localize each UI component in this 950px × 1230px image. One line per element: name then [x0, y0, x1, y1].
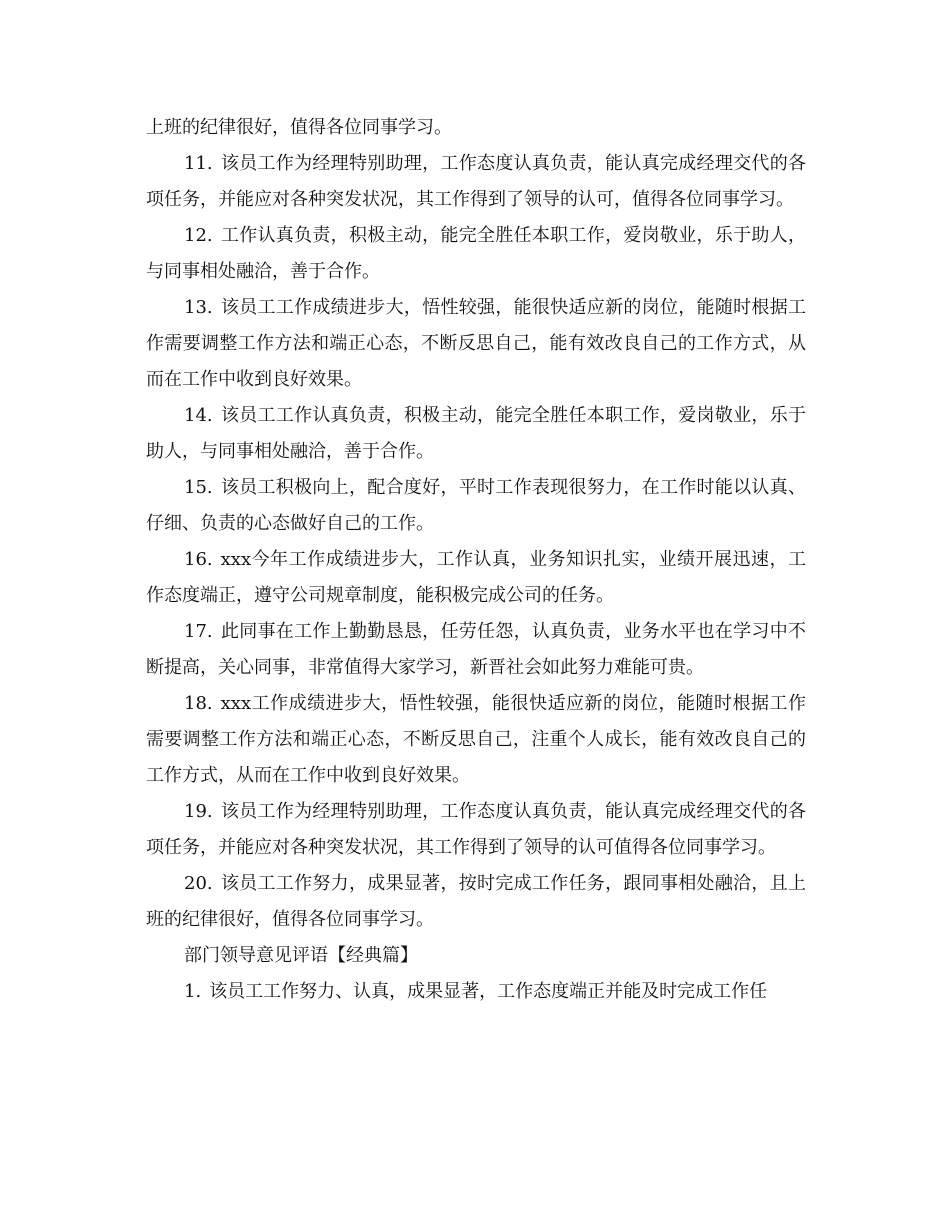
paragraph-text: 该员工工作成绩进步大，悟性较强，能很快适应新的岗位，能随时根据工作需要调整工作方法和端正心态，不断反思自己，能有效改良自己的工作方式，从而在工作中收到良好效果。 — [146, 297, 806, 390]
paragraph-text: 该员工作为经理特别助理，工作态度认真负责，能认真完成经理交代的各项任务，并能应对各种突发状况，其工作得到了领导的认可，值得各位同事学习。 — [146, 153, 806, 210]
paragraph-item-18 — [146, 686, 806, 794]
paragraph-text: 该员工积极向上，配合度好，平时工作表现很努力，在工作时能以认真、仔细、负责的心态做好自己的工作。 — [146, 477, 806, 534]
paragraph-item-17 — [146, 614, 806, 686]
paragraph-item-14 — [146, 398, 806, 470]
paragraph-text: xxx今年工作成绩进步大，工作认真，业务知识扎实，业绩开展迅速，工作态度端正，遵守公司规章制度，能积极完成公司的任务。 — [146, 549, 806, 606]
item-number: 11. — [184, 153, 213, 174]
section-heading — [146, 938, 806, 974]
paragraph-item-15 — [146, 470, 806, 542]
paragraph-text: 该员工工作努力、认真，成果显著，工作态度端正并能及时完成工作任 — [209, 981, 768, 1002]
paragraph-item-12 — [146, 218, 806, 290]
item-number: 14. — [184, 405, 213, 426]
paragraph-text: 该员工工作认真负责，积极主动，能完全胜任本职工作，爱岗敬业，乐于助人，与同事相处融洽，善于合作。 — [146, 405, 806, 462]
item-number: 20. — [184, 873, 213, 894]
paragraph-item-11 — [146, 146, 806, 218]
item-number: 18. — [184, 693, 213, 714]
paragraph-item-1 — [146, 974, 806, 1010]
item-number: 16. — [184, 549, 213, 570]
paragraph-item-19 — [146, 794, 806, 866]
item-number: 15. — [184, 477, 213, 498]
item-number: 12. — [184, 225, 213, 246]
item-number: 1. — [184, 981, 202, 1002]
paragraph-continuation — [146, 110, 806, 146]
paragraph-item-13 — [146, 290, 806, 398]
paragraph-text: xxx工作成绩进步大，悟性较强，能很快适应新的岗位，能随时根据工作需要调整工作方法和端正心态，不断反思自己，注重个人成长，能有效改良自己的工作方式，从而在工作中收到良好效果。 — [146, 693, 806, 786]
document-body — [146, 110, 806, 1010]
paragraph-text: 工作认真负责，积极主动，能完全胜任本职工作，爱岗敬业，乐于助人，与同事相处融洽，善于合作。 — [146, 225, 806, 282]
item-number: 19. — [184, 801, 213, 822]
item-number: 17. — [184, 621, 213, 642]
paragraph-item-20 — [146, 866, 806, 938]
paragraph-text: 上班的纪律很好，值得各位同事学习。 — [146, 117, 452, 138]
paragraph-text: 此同事在工作上勤勤恳恳，任劳任怨，认真负责，业务水平也在学习中不断提高，关心同事，非常值得大家学习，新晋社会如此努力难能可贵。 — [146, 621, 806, 678]
paragraph-item-16 — [146, 542, 806, 614]
section-heading-text: 部门领导意见评语【经典篇】 — [184, 945, 418, 966]
paragraph-text: 该员工工作努力，成果显著，按时完成工作任务，跟同事相处融洽，且上班的纪律很好，值得各位同事学习。 — [146, 873, 806, 930]
item-number: 13. — [184, 297, 213, 318]
paragraph-text: 该员工作为经理特别助理，工作态度认真负责，能认真完成经理交代的各项任务，并能应对各种突发状况，其工作得到了领导的认可值得各位同事学习。 — [146, 801, 806, 858]
